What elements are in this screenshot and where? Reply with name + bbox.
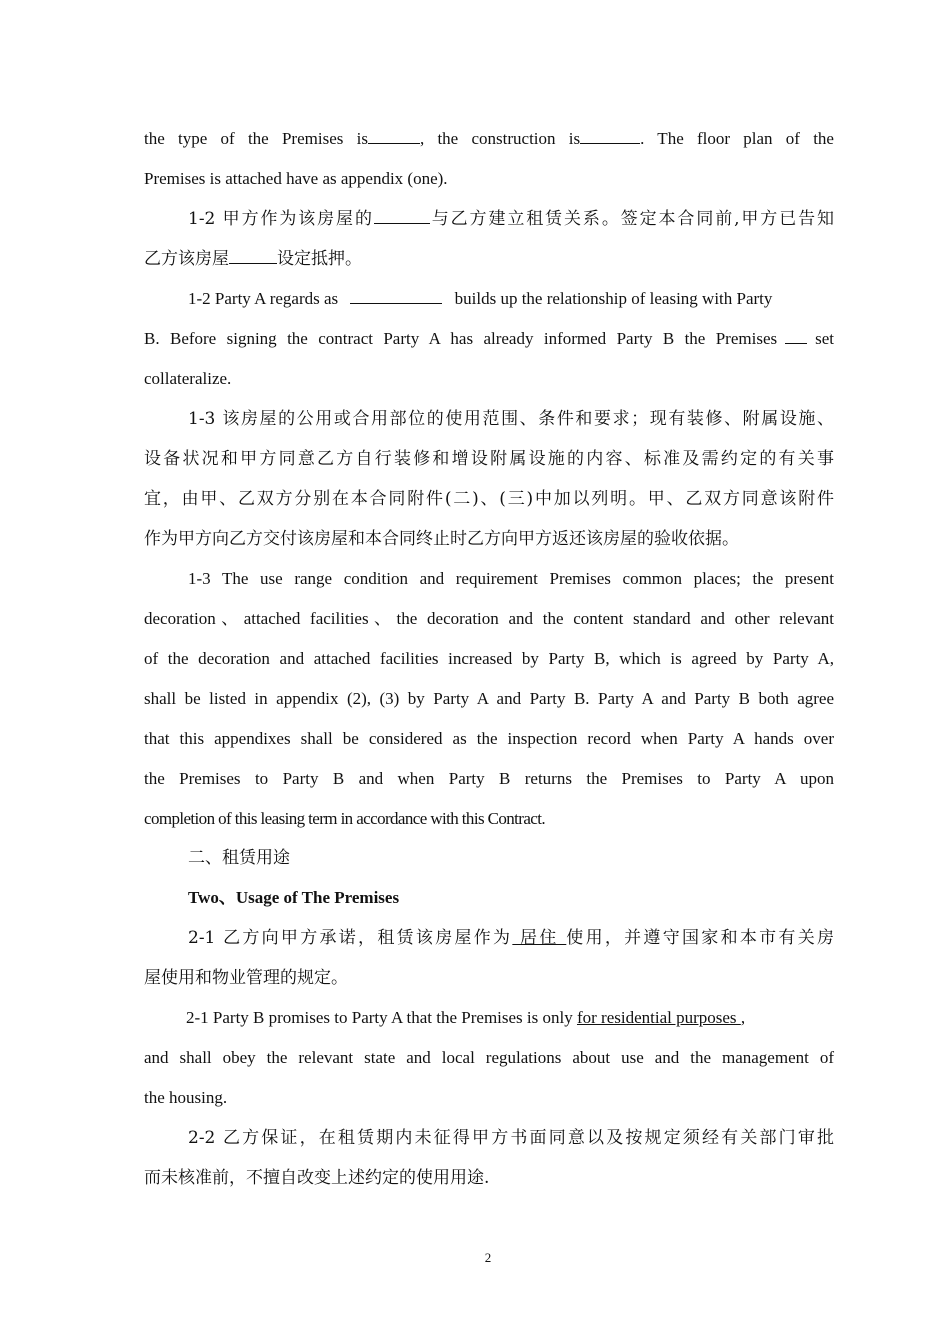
text-line: completion of this leasing term in accordance with this Contract. <box>144 809 545 828</box>
text-segment: , <box>740 1008 746 1027</box>
section-heading-cn: 二、租赁用途 <box>188 848 290 868</box>
text-line: the housing. <box>144 1088 228 1107</box>
text-segment: 设定抵押。 <box>277 249 362 269</box>
text-segment: B. Before signing the contract Party A has already informed Party B the Premises <box>144 329 778 348</box>
blank-field <box>350 288 442 304</box>
blank-field <box>368 128 420 144</box>
text-segment: 1-2 Party A regards as <box>188 289 339 308</box>
text-line: 2-2 乙方保证，在租赁期内未征得甲方书面同意以及按规定须经有关部门审批 <box>188 1128 834 1148</box>
text-line <box>144 328 834 350</box>
text-line <box>144 128 834 150</box>
blank-field <box>229 248 277 264</box>
page-number: 2 <box>484 1250 492 1265</box>
text-line: decoration、attached facilities、the decoration and the content standard and other relevant <box>144 609 834 628</box>
text-segment: 1-2 甲方作为该房屋的 <box>188 209 374 229</box>
text-line: 设备状况和甲方同意乙方自行装修和增设附属设施的内容、标准及需约定的有关事 <box>144 449 834 469</box>
text-line: of the decoration and attached facilities increased by Party B, which is agreed by Party A, <box>144 649 834 668</box>
text-line <box>188 208 834 230</box>
text-line: 屋使用和物业管理的规定。 <box>144 968 348 988</box>
text-line: shall be listed in appendix (2), (3) by Party A and Party B. Party A and Party B both agree <box>144 689 834 708</box>
text-segment: Premises is attached have as appendix (one). <box>144 169 448 188</box>
text-line: 作为甲方向乙方交付该房屋和本合同终止时乙方向甲方返还该房屋的验收依据。 <box>144 529 739 549</box>
blank-field <box>580 128 640 144</box>
text-segment: collateralize. <box>144 369 232 388</box>
text-line: 宜，由甲、乙双方分别在本合同附件(二)、(三)中加以列明。甲、乙双方同意该附件 <box>144 489 834 509</box>
underlined-value: for residential purposes <box>576 1008 741 1027</box>
text-line <box>144 368 834 390</box>
text-segment: 2-1 乙方向甲方承诺，租赁该房屋作为 <box>188 928 513 948</box>
text-segment: 使用，并遵守国家和本市有关房 <box>566 928 835 948</box>
text-segment: builds up the relationship of leasing with Party <box>454 289 773 308</box>
text-segment: 2-1 Party B promises to Party A that the Premises is only <box>186 1008 577 1027</box>
text-line <box>188 288 834 310</box>
text-line: 而未核准前，不擅自改变上述约定的使用用途. <box>144 1168 490 1188</box>
text-line: the Premises to Party B and when Party B returns the Premises to Party A upon <box>144 769 834 788</box>
text-line: that this appendixes shall be considered as the inspection record when Party A hands over <box>144 729 834 748</box>
blank-field <box>374 208 430 224</box>
text-line: 1-3 The use range condition and requirement Premises common places; the present <box>188 569 834 588</box>
text-segment: , the construction is <box>419 129 581 148</box>
text-segment: . The floor plan of the <box>640 129 834 148</box>
text-line <box>186 1007 834 1029</box>
text-segment: the type of the Premises is <box>144 129 368 148</box>
blank-field <box>785 328 807 344</box>
text-line <box>144 168 834 190</box>
text-segment: set <box>815 329 834 348</box>
text-line: 1-3 该房屋的公用或合用部位的使用范围、条件和要求；现有装修、附属设施、 <box>188 409 834 429</box>
text-line: and shall obey the relevant state and local regulations about use and the management of <box>144 1048 834 1067</box>
text-segment: 乙方该房屋 <box>144 249 229 269</box>
text-line <box>144 248 834 270</box>
text-segment: 与乙方建立租赁关系。签定本合同前,甲方已告知 <box>429 209 835 229</box>
section-heading-en: Two、Usage of The Premises <box>188 888 400 907</box>
underlined-value: 居住 <box>512 928 567 948</box>
text-line <box>188 927 834 949</box>
